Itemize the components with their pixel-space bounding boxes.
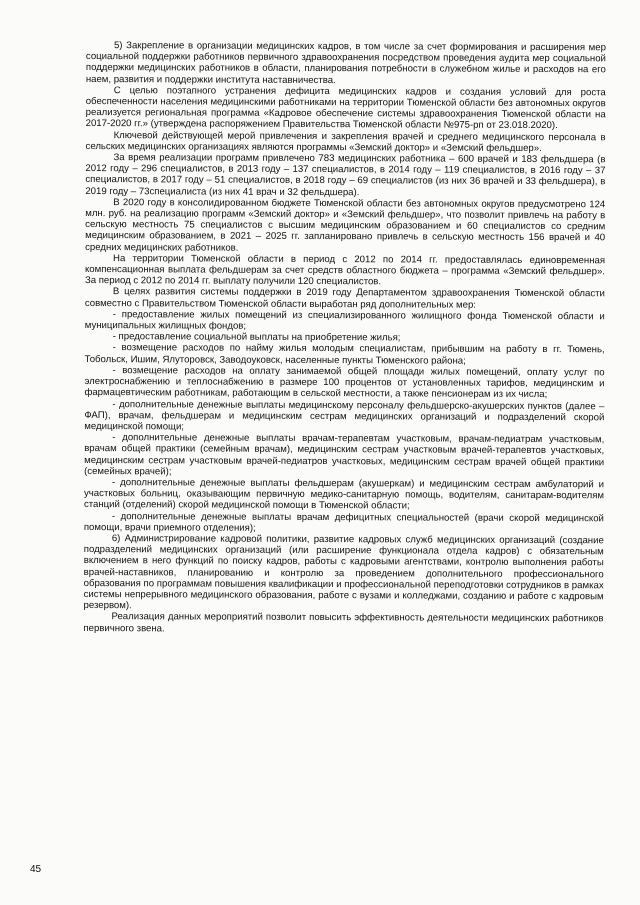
paragraph: В 2020 году в консолидированном бюджете Тюменской области без автономных округов предусмотрено 124 млн. руб. на реализацию программ «Земский доктор» и «Земский фельдшер», что позволит привлечь на работу в сельскую местность 75 специалистов с высшим медицинским образованием и 60 специалистов со средним медицинским образованием, в 2021 – 2025 гг. запланировано привлечь в сельскую местность 156 врачей и 40 средних медицинских работников. <box>85 196 606 254</box>
paragraph: На территории Тюменской области в период с 2012 по 2014 гг. предоставлялась единовременная компенсационная выплата фельдшерам за счет средств областного бюджета – программа «Земский фельдшер». За период с 2012 по 2014 гг. выплату получили 120 специалистов. <box>84 252 606 288</box>
paragraph: В целях развития системы поддержки в 2019 году Департаментом здравоохранения Тюменской области совместно с Правительством Тюменской области выработан ряд дополнительных мер: <box>84 286 605 311</box>
list-item: - возмещение расходов на оплату занимаемой общей площади жилых помещений, оплату услуг по электроснабжению и теплоснабжению в размере 100 процентов от установленных тарифов, медицинским и фармацевтическим работникам, работающим в сельской местности, а также пенсионерам из их числа; <box>84 365 605 401</box>
paragraph: За время реализации программ привлечено 783 медицинских работника – 600 врачей и 183 фельдшера (в 2012 году – 296 специалистов, в 2013 году – 137 специалистов, в 2014 году – 119 специалистов, в 2016 году – 37 специалистов, в 2017 году – 51 специалистов, в 2018 году – 69 специалистов (из них 36 врачей и 33 фельдшера), в 2019 году – 73специалиста (из них 41 врач и 32 фельдшера). <box>85 152 606 198</box>
list-item: - предоставление жилых помещений из специализированного жилищного фонда Тюменской области и муниципальных жилищных фондов; <box>84 308 605 332</box>
paragraph: 6) Администрирование кадровой политики, развитие кадровых служб медицинских организаций (создание подразделений медицинских организаций (или расширение функционала отдела кадров) с обязательным включением в него функций по поиску кадров, работы с кадровыми агентствами, контролю выполнения работы врачей-наставников, планированию и контролю за проведением дополнительного профессионального образования по программам повышения квалификации и профессиональной переподготовки сотрудников в рамках системы непрерывного медицинского образования, работе с вузами и колледжами, созданию и работе с кадровым резервом). <box>83 533 604 612</box>
list-item: - возмещение расходов по найму жилья молодым специалистам, прибывшим на работу в гг. Тюмень, Тобольск, Ишим, Ялуторовск, Заводоуковск, населенные пункты Тюменского района; <box>84 342 605 367</box>
list-item: - дополнительные денежные выплаты медицинскому персоналу фельдшерско-акушерских пунктов (далее – ФАП), врачам, фельдшерам и медицинским сестрам медицинских организаций и подразделений скорой медицинской помощи; <box>84 398 605 433</box>
list-item: - дополнительные денежные выплаты врачам дефицитных специальностей (врачи скорой медицинской помощи, врачи приемного отделения); <box>83 510 604 534</box>
list-item: - дополнительные денежные выплаты врачам-терапевтам участковым, врачам-педиатрам участковым, врачам общей практики (семейным врачам), медицинским сестрам участковым врачей-терапевтов участковых, медицинским сестрам участковым врачей-педиатров участковых, медицинским сестрам врачей общей практики (семейных врачей); <box>84 432 605 478</box>
paragraph: Реализация данных мероприятий позволит повысить эффективность деятельности медицинских работников первичного звена. <box>83 611 604 634</box>
list-item: - предоставление социальной выплаты на приобретение жилья; <box>112 331 401 344</box>
paragraph: 5) Закрепление в организации медицинских кадров, в том числе за счет формирования и расширения мер социальной поддержки работников первичного здравоохранения посредством проведения аудита мер социальной поддержки медицинских работников в области, планирования потребности в служебном жилье и расходов на его наем, развития и поддержки института наставничества. <box>85 40 606 86</box>
page-number: 45 <box>30 864 42 875</box>
paragraph: С целью поэтапного устранения дефицита медицинских кадров и создания условий для роста обеспеченности населения медицинскими работниками на территории Тюменской области без автономных округов реализуется региональная программа «Кадровое обеспечение системы здравоохранения Тюменской области на 2017-2020 гг.» (утверждена распоряжением Правительства Тюменской области №975-рп от 23.018.2020). <box>85 84 606 132</box>
document-body <box>83 40 606 636</box>
paragraph: Ключевой действующей мерой привлечения и закрепления врачей и среднего медицинского персонала в сельских медицинских организациях являются программы «Земский доктор» и «Земский фельдшер». <box>85 129 606 154</box>
list-item: - дополнительные денежные выплаты фельдшерам (акушеркам) и медицинским сестрам амбулаторий и участковых больниц, оказывающим первичную медико-санитарную помощь, водителям, санитарам-водителям станций (отделений) скорой медицинской помощи в Тюменской области; <box>83 477 605 512</box>
